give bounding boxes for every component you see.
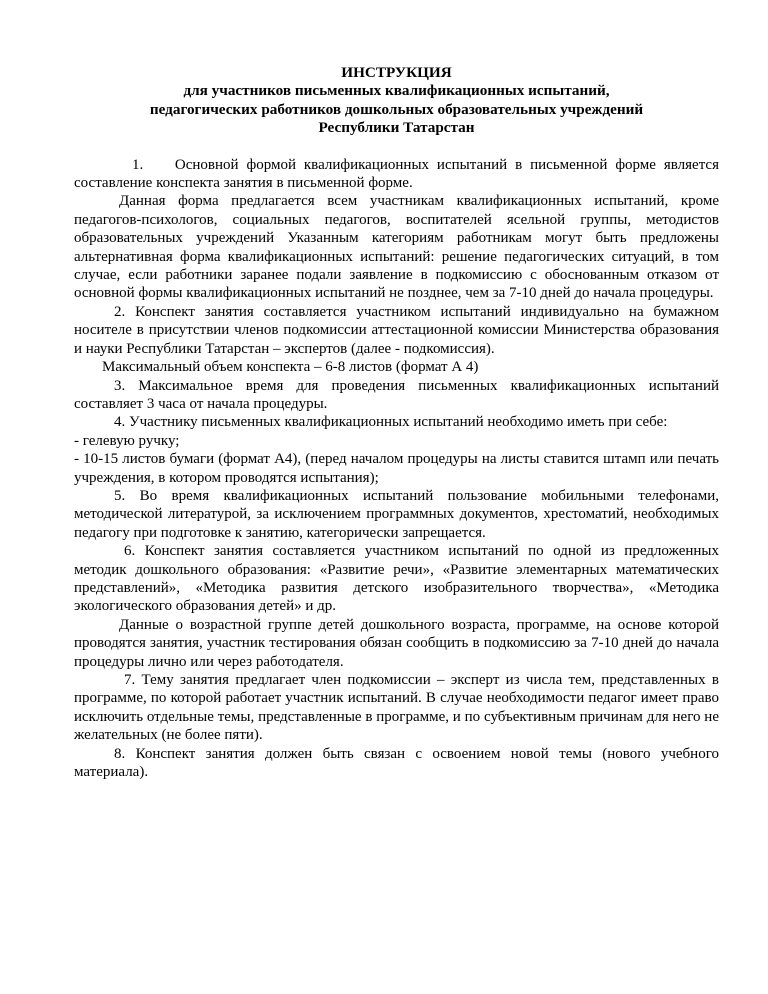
- paragraph-11: Данные о возрастной группе детей дошкольного возраста, программе, на основе которой проводятся занятия, участник тестирования обязан сообщить в подкомиссию за 7-10 дней до начала процедуры лично или через работодателя.: [74, 616, 719, 670]
- paragraph-1: 1. Основной формой квалификационных испытаний в письменной форме является составление конспекта занятия в письменной форме.: [74, 156, 723, 192]
- paragraph-12: 7. Тему занятия предлагает член подкомиссии – эксперт из числа тем, представленных в программе, по которой работает участник испытаний. В случае необходимости педагог имеет право исключить отдельные темы, представленные в программе, и по субъективным причинам для него не желательных (не более пяти).: [74, 672, 719, 744]
- paragraph-13: 8. Конспект занятия должен быть связан с освоением новой темы (нового учебного материала).: [74, 745, 719, 781]
- paragraph-7: - гелевую ручку;: [74, 432, 180, 449]
- paragraph-5: 3. Максимальное время для проведения письменных квалификационных испытаний составляет 3 часа от начала процедуры.: [74, 377, 719, 412]
- document-page: [74, 64, 723, 781]
- paragraph-3: 2. Конспект занятия составляется участником испытаний индивидуально на бумажном носителе в присутствии членов подкомиссии аттестационной комиссии Министерства образования и науки Республики Татарстан – экспертов (далее - подкомиссия).: [74, 303, 719, 357]
- paragraph-4: Максимальный объем конспекта – 6-8 листов (формат А 4): [102, 359, 479, 376]
- title-line-2: для участников письменных квалификационных испытаний,: [183, 82, 610, 100]
- document-title: [74, 64, 719, 138]
- title-spacer: [74, 138, 719, 156]
- title-line-1: ИНСТРУКЦИЯ: [341, 64, 452, 81]
- paragraph-8: - 10-15 листов бумаги (формат А4), (перед началом процедуры на листы ставится штамп или печать учреждения, в котором проводятся испытания);: [74, 451, 719, 486]
- paragraph-9: 5. Во время квалификационных испытаний пользование мобильными телефонами, методической литературой, за исключением программных документов, хрестоматий, необходимых педагогу при подготовке к занятию, категорически запрещается.: [74, 487, 719, 541]
- document-body: [74, 156, 723, 782]
- paragraph-2: Данная форма предлагается всем участникам квалификационных испытаний, кроме педагогов-психологов, социальных педагогов, воспитателей ясельной группы, методистов образовательных учреждений Указанным категориям работникам могут быть предложены альтернативная форма квалификационных испытаний: решение педагогических ситуаций, в том случае, если работники заранее подали заявление в подкомиссию с обоснованным отказом от основной формы квалификационных испытаний не позднее, чем за 7-10 дней до начала процедуры.: [74, 193, 719, 302]
- paragraph-10: 6. Конспект занятия составляется участником испытаний по одной из предложенных методик дошкольного образования: «Развитие речи», «Развитие элементарных математических представлений», «Методика развития детского изобразительного творчества», «Методика экологического образования детей» и др.: [74, 543, 719, 615]
- title-line-4: Республики Татарстан: [318, 119, 475, 137]
- title-line-3: педагогических работников дошкольных образовательных учреждений: [149, 100, 644, 118]
- paragraph-6: 4. Участнику письменных квалификационных испытаний необходимо иметь при себе:: [114, 414, 668, 431]
